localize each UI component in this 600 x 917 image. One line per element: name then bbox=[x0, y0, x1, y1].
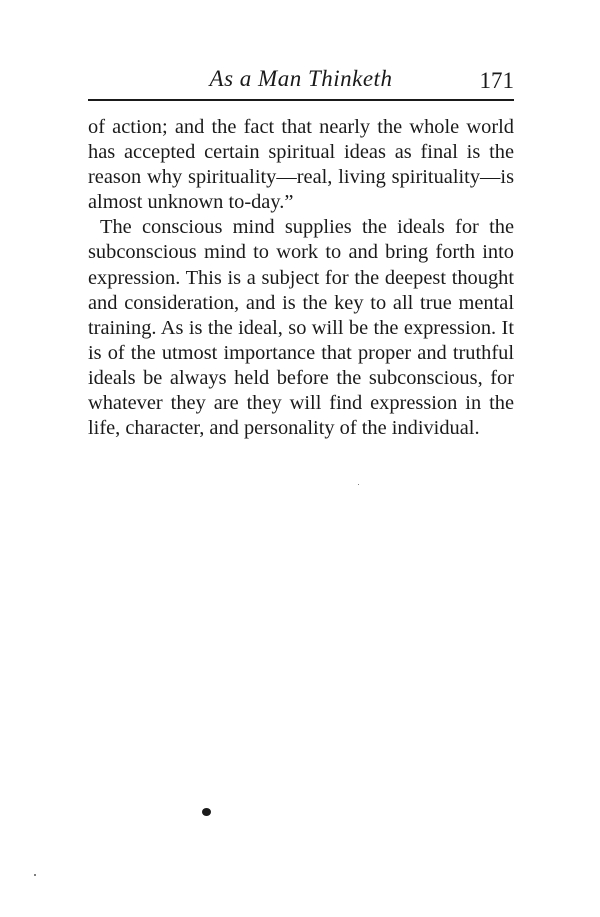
header-rule bbox=[88, 99, 514, 101]
running-title: As a Man Thinketh bbox=[209, 66, 393, 91]
page-number: 171 bbox=[479, 68, 514, 93]
paragraph: The conscious mind supplies the ideals for the subconscious mind to work to and bring forth into expression. This is a subject for the deepest thought and consideration, and is the key to all true mental training. As is the ideal, so will be the expression. It is of the utmost importance that proper and truthful ideals be always held before the subconscious, for whatever they are they will find expression in the life, character, and personality of the individual. bbox=[88, 216, 514, 440]
paper-speck bbox=[358, 484, 359, 485]
paragraph-continued: of action; and the fact that nearly the whole world has accepted certain spiritual ideas as final is the reason why spirituality—real, living spirituality—is almost unknown to-day.” bbox=[88, 116, 514, 214]
running-head bbox=[88, 62, 514, 96]
paper-speck bbox=[34, 874, 36, 876]
body-text bbox=[88, 115, 514, 441]
ornament-dot-icon bbox=[202, 808, 211, 816]
